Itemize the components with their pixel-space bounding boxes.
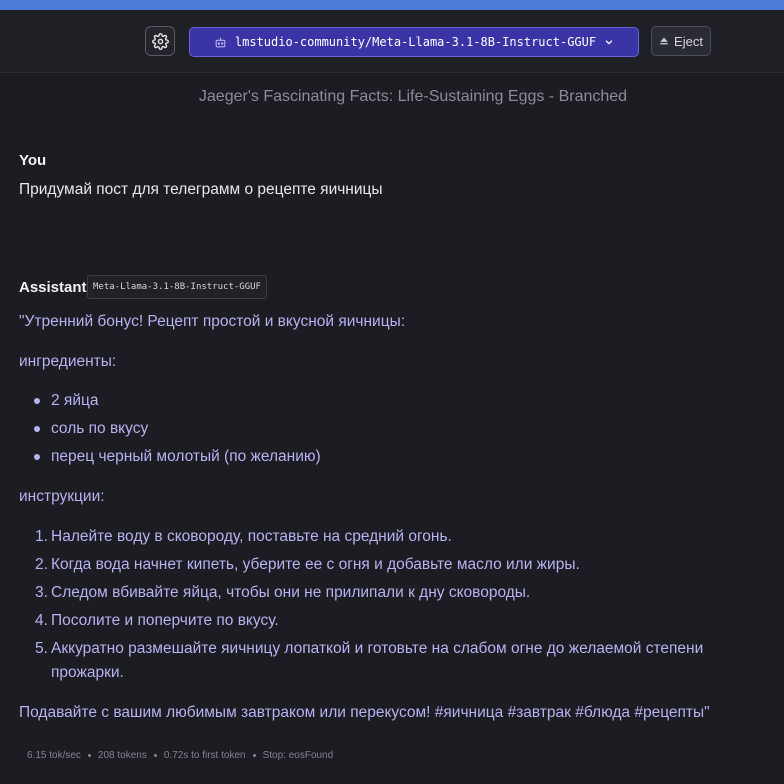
generation-stats <box>27 750 333 761</box>
bullet-icon <box>34 426 40 432</box>
assistant-sender-label: Assistant <box>19 279 87 296</box>
assistant-intro: "Утренний бонус! Рецепт простой и вкусной яичницы: <box>19 313 406 330</box>
eject-label: Eject <box>674 33 703 49</box>
model-badge: Meta-Llama-3.1-8B-Instruct-GGUF <box>87 275 267 299</box>
settings-button[interactable] <box>145 26 175 56</box>
model-selector-button[interactable] <box>189 27 639 57</box>
instructions-heading: инструкции: <box>19 488 105 505</box>
time-to-first-token: 0.72s to first token <box>163 750 246 761</box>
stop-reason: Stop: eosFound <box>262 750 334 761</box>
token-count: 208 tokens <box>97 750 147 761</box>
top-app-bar <box>0 0 784 10</box>
user-sender-label: You <box>19 152 47 169</box>
bullet-icon <box>34 454 40 460</box>
separator-dot <box>253 754 256 757</box>
chat-title[interactable]: Jaeger's Fascinating Facts: Life-Sustaining Eggs - Branched <box>198 88 628 105</box>
gear-icon <box>152 33 169 50</box>
toolbar <box>0 10 784 73</box>
separator-dot <box>88 754 91 757</box>
bullet-icon <box>34 398 40 404</box>
chevron-down-icon <box>604 37 614 47</box>
separator-dot <box>154 754 157 757</box>
eject-icon <box>659 36 669 46</box>
assistant-outro: Подавайте с вашим любимым завтраком или перекусом! #яичница #завтрак #блюда #рецепты" <box>19 704 710 721</box>
ingredients-heading: ингредиенты: <box>19 353 117 370</box>
tokens-per-second: 6.15 tok/sec <box>27 750 81 761</box>
eject-button[interactable] <box>651 26 711 56</box>
user-message-text: Придумай пост для телеграмм о рецепте яичницы <box>19 181 383 198</box>
model-name: lmstudio-community/Meta-Llama-3.1-8B-Instruct-GGUF <box>234 35 597 49</box>
robot-icon <box>214 36 227 49</box>
